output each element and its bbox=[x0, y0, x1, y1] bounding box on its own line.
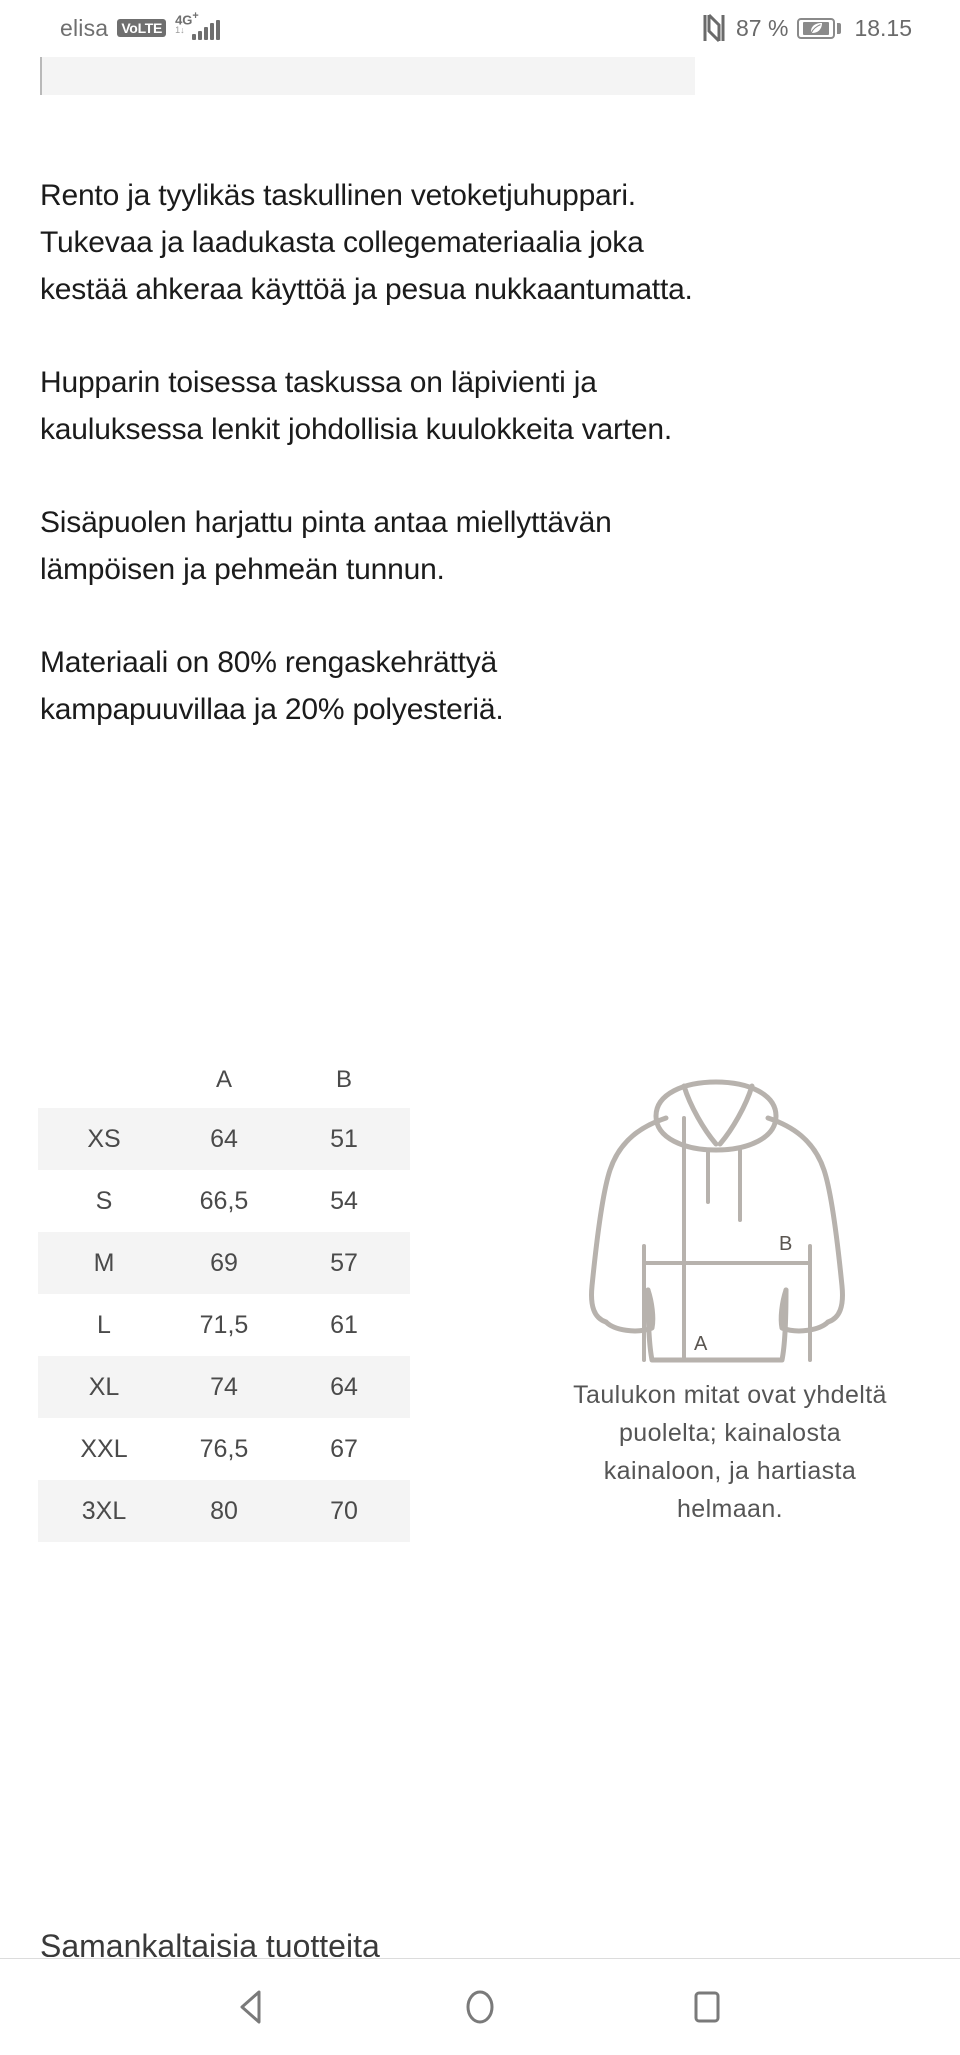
measurement-label-b: B bbox=[779, 1233, 793, 1255]
table-row bbox=[44, 1356, 404, 1418]
android-navigation-bar bbox=[0, 1958, 960, 2055]
cell-a: 76,5 bbox=[199, 1434, 249, 1463]
description-paragraph: Hupparin toisessa taskussa on läpivienti ja kauluksessa lenkit johdollisia kuulokkeita varten. bbox=[40, 366, 673, 446]
cell-b: 70 bbox=[284, 1480, 404, 1542]
battery-percent-label: 87 % bbox=[736, 14, 789, 41]
cell-b: 67 bbox=[330, 1434, 358, 1463]
related-products-heading: Samankaltaisia tuotteita bbox=[40, 1928, 380, 1957]
cell-size: XS bbox=[44, 1108, 164, 1170]
carrier-name: elisa bbox=[60, 14, 109, 41]
cell-a: 69 bbox=[164, 1232, 284, 1294]
size-chart-section bbox=[0, 1060, 960, 1710]
column-header-size bbox=[44, 1060, 164, 1108]
table-row bbox=[44, 1294, 404, 1356]
measurement-label-a: A bbox=[694, 1333, 708, 1355]
description-paragraph: Sisäpuolen harjattu pinta antaa miellyttävän lämpöisen ja pehmeän tunnun. bbox=[40, 506, 612, 586]
table-row bbox=[44, 1108, 404, 1170]
nfc-icon bbox=[701, 13, 727, 43]
cell-a: 66,5 bbox=[199, 1186, 249, 1215]
cell-a: 64 bbox=[164, 1108, 284, 1170]
cell-size: XXL bbox=[80, 1434, 128, 1463]
cell-size: S bbox=[95, 1186, 113, 1215]
status-bar-left bbox=[60, 10, 220, 43]
description-paragraph: Rento ja tyylikäs taskullinen vetoketjuhuppari. Tukevaa ja laadukasta collegemateriaalia joka kestää ahkeraa käyttöä ja pesua nukkaantumatta. bbox=[40, 179, 693, 306]
status-bar bbox=[0, 0, 960, 56]
table-header-row bbox=[44, 1060, 404, 1108]
description-paragraph: Materiaali on 80% rengaskehrättyä kampapuuvillaa ja 20% polyesteriä. bbox=[40, 646, 504, 726]
hoodie-icon bbox=[580, 1078, 880, 1368]
table-row bbox=[44, 1418, 404, 1480]
battery-power-saving-leaf-icon bbox=[797, 18, 841, 39]
network-sub-label: 1↓ bbox=[175, 25, 185, 35]
clipped-top-panel bbox=[40, 57, 695, 95]
clock-label: 18.15 bbox=[854, 14, 912, 41]
home-circle-icon[interactable] bbox=[435, 1972, 525, 2042]
product-description bbox=[40, 172, 700, 733]
measurement-caption: Taulukon mitat ovat yhdeltä puolelta; kainalosta kainaloon, ja hartiasta helmaan. bbox=[573, 1381, 887, 1523]
cell-a: 74 bbox=[164, 1356, 284, 1418]
cell-a: 71,5 bbox=[199, 1310, 249, 1339]
cell-size: M bbox=[44, 1232, 164, 1294]
table-row bbox=[44, 1480, 404, 1542]
cell-a: 80 bbox=[164, 1480, 284, 1542]
table-row bbox=[44, 1170, 404, 1232]
hoodie-measurement-diagram bbox=[530, 1078, 930, 1528]
network-type-label: 4G+ bbox=[175, 10, 199, 28]
size-table-body bbox=[44, 1108, 404, 1542]
cell-size: 3XL bbox=[44, 1480, 164, 1542]
column-header-a: A bbox=[215, 1066, 232, 1093]
signal-bars-icon bbox=[175, 10, 220, 43]
related-products-section bbox=[40, 1927, 740, 1957]
column-header-b: B bbox=[335, 1066, 352, 1093]
cell-b: 51 bbox=[284, 1108, 404, 1170]
cell-b: 61 bbox=[330, 1310, 358, 1339]
volte-badge: VoLTE bbox=[117, 19, 166, 37]
cell-b: 57 bbox=[284, 1232, 404, 1294]
back-triangle-icon[interactable] bbox=[208, 1972, 298, 2042]
size-table bbox=[44, 1060, 404, 1542]
cell-b: 64 bbox=[284, 1356, 404, 1418]
recents-square-icon[interactable] bbox=[662, 1972, 752, 2042]
cell-size: L bbox=[97, 1310, 111, 1339]
cell-size: XL bbox=[44, 1356, 164, 1418]
battery-fill bbox=[803, 22, 829, 35]
table-row bbox=[44, 1232, 404, 1294]
status-bar-right bbox=[701, 13, 912, 43]
cell-b: 54 bbox=[330, 1186, 358, 1215]
battery-body bbox=[797, 18, 835, 39]
battery-cap bbox=[837, 23, 841, 34]
